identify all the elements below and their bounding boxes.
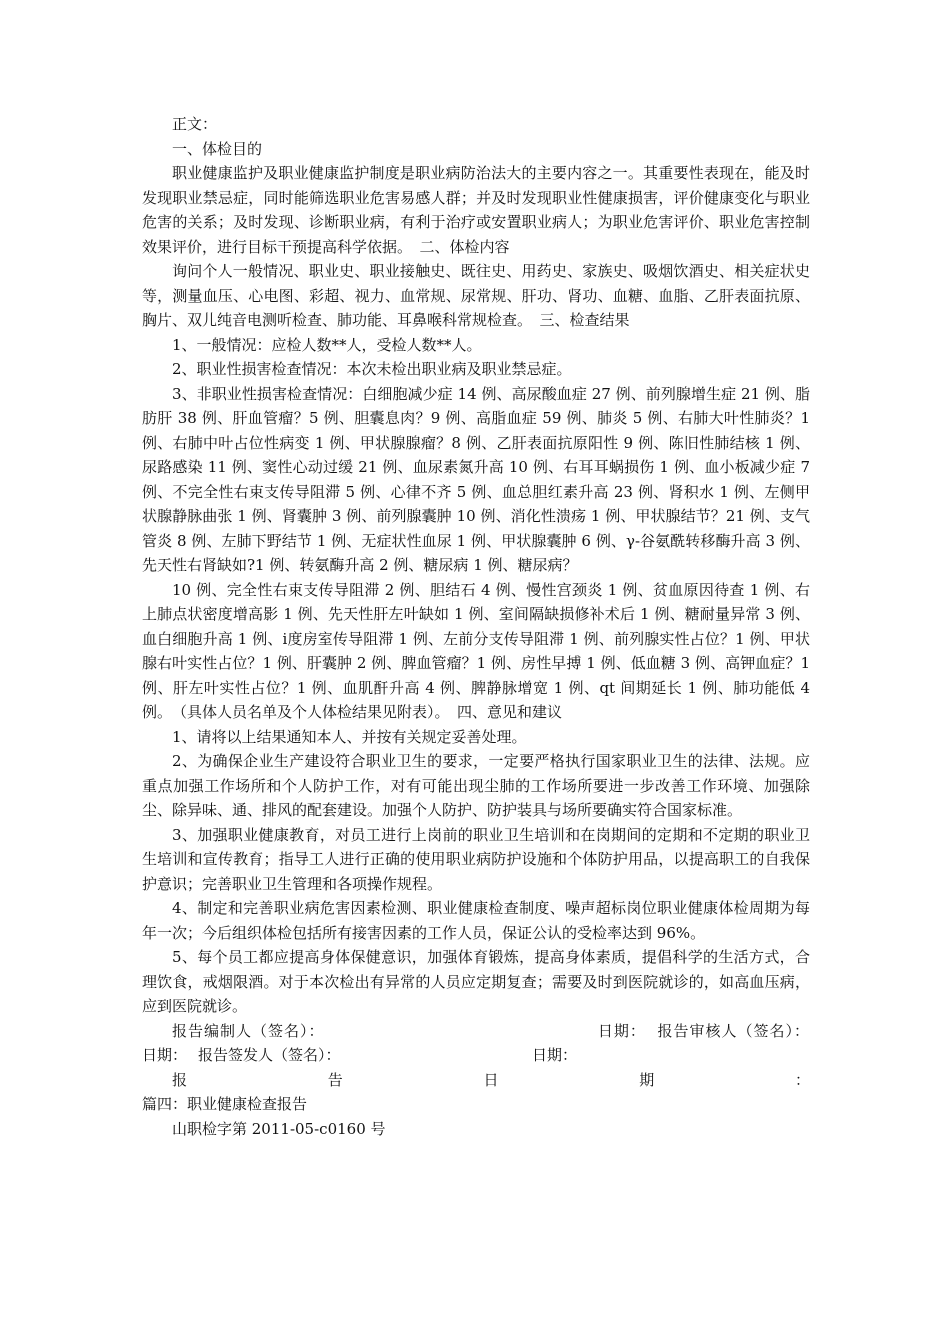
date-label: 日期： bbox=[532, 1046, 578, 1064]
section-1-title: 一、体检目的 bbox=[172, 139, 263, 158]
date-label: 日期： 报告审核人（签名）： bbox=[597, 1021, 810, 1040]
advice-1: 1、请将以上结果通知本人、并按有关规定妥善处理。 bbox=[172, 727, 527, 746]
signature-line-1 bbox=[142, 1019, 810, 1044]
next-section-title: 篇四：职业健康检查报告 bbox=[142, 1095, 308, 1113]
issuer-label: 报告签发人（签名）： bbox=[198, 1046, 341, 1064]
result-general: 1、一般情况：应检人数**人，受检人数**人。 bbox=[172, 335, 482, 354]
advice-3: 3、加强职业健康教育，对员工进行上岗前的职业卫生培训和在岗期间的定期和不定期的职业卫生培训和宣传教育；指导工人进行正确的使用职业病防护设施和个体防护用品，以提高职工的自我保护意识；完善职业卫生管理和各项操作规程。 bbox=[142, 825, 810, 893]
report-char: 告 bbox=[327, 1070, 343, 1089]
report-char: 日 bbox=[483, 1070, 499, 1089]
document-number: 山职检字第 2011-05-c0160 号 bbox=[172, 1119, 386, 1138]
date-label: 日期： bbox=[142, 1046, 188, 1064]
advice-4: 4、制定和完善职业病危害因素检测、职业健康检查制度、噪声超标岗位职业健康体检周期为每年一次；今后组织体检包括所有接害因素的工作人员，保证公认的受检率达到 96%。 bbox=[142, 899, 810, 942]
report-char: 报 bbox=[172, 1070, 188, 1089]
report-char: ： bbox=[794, 1070, 810, 1089]
result-non-occupational-cont: 10 例、完全性右束支传导阻滞 2 例、胆结石 4 例、慢性宫颈炎 1 例、贫血原因待查 1 例、右上肺点状密度增高影 1 例、先天性肝左叶缺如 1 例、室间隔缺损修补术后 1 例、糖耐量异常 3 例、血白细胞升高 1 例、ⅰ度房室传导阻滞 1 例、左前分支传导阻滞 1 例、前列腺实性占位？1 例、甲状腺右叶实性占位？1 例、肝囊肿 2 例、脾血管瘤？1 例、房性早搏 1 例、低血糖 3 例、高钾血症？1 例、肝左叶实性占位？1 例、血肌酐升高 4 例、脾静脉增宽 1 例、qt 间期延长 1 例、肺功能低 4 例。 （具体人员名单及个人体检结果见附表）。 四、意见和建议 bbox=[142, 580, 810, 721]
reviewer-label: 报告审核人（签名）： bbox=[657, 1021, 810, 1040]
report-date-line bbox=[142, 1068, 810, 1093]
report-char: 期 bbox=[639, 1070, 655, 1089]
advice-5: 5、每个员工都应提高身体保健意识，加强体育锻炼，提高身体素质，提倡科学的生活方式，合理饮食，戒烟限酒。对于本次检出有异常的人员应定期复查；需要及时到医院就诊的，如高血压病，应到医院就诊。 bbox=[142, 948, 810, 1015]
compiler-label: 报告编制人（签名）： bbox=[172, 1021, 325, 1040]
section-1-paragraph: 职业健康监护及职业健康监护制度是职业病防治法大的主要内容之一。其重要性表现在，能及时发现职业禁忌症，同时能筛选职业危害易感人群；并及时发现职业性健康损害，评价健康变化与职业危害的关系；及时发现、诊断职业病，有利于治疗或安置职业病人；为职业危害评价、职业危害控制效果评价，进行目标干预提高科学依据。 二、体检内容 bbox=[142, 164, 810, 256]
signature-line-2 bbox=[142, 1043, 810, 1068]
document-body bbox=[142, 112, 810, 1141]
result-non-occupational: 3、非职业性损害检查情况：白细胞减少症 14 例、高尿酸血症 27 例、前列腺增生症 21 例、脂肪肝 38 例、肝血管瘤？5 例、胆囊息肉？9 例、高脂血症 59 例、肺炎 5 例、右肺大叶性肺炎？1 例、右肺中叶占位性病变 1 例、甲状腺腺瘤？8 例、乙肝表面抗原阳性 9 例、陈旧性肺结核 1 例、尿路感染 11 例、窦性心动过缓 21 例、血尿素氮升高 10 例、右耳耳蜗损伤 1 例、血小板减少症 7 例、不完全性右束支传导阻滞 5 例、心律不齐 5 例、血总胆红素升高 23 例、肾积水 1 例、左侧甲状腺静脉曲张 1 例、肾囊肿 3 例、前列腺囊肿 10 例、消化性溃疡 1 例、甲状腺结节？21 例、支气管炎 8 例、左肺下野结节 1 例、无症状性血尿 1 例、甲状腺囊肿 6 例、γ-谷氨酰转移酶升高 3 例、先天性右肾缺如?1 例、转氨酶升高 2 例、糖尿病 1 例、糖尿病？ bbox=[142, 384, 810, 574]
section-2-paragraph: 询问个人一般情况、职业史、职业接触史、既往史、用药史、家族史、吸烟饮酒史、相关症状史等，测量血压、心电图、彩超、视力、血常规、尿常规、肝功、肾功、血糖、血脂、乙肝表面抗原、胸片、双儿纯音电测听检查、肺功能、耳鼻喉科常规检查。 三、检查结果 bbox=[142, 262, 810, 329]
result-occupational: 2、职业性损害检查情况：本次未检出职业病及职业禁忌症。 bbox=[172, 360, 572, 378]
section-heading: 正文： bbox=[172, 115, 218, 133]
advice-2: 2、为确保企业生产建设符合职业卫生的要求，一定要严格执行国家职业卫生的法律、法规。应重点加强工作场所和个人防护工作，对有可能出现尘肺的工作场所要进一步改善工作环境、加强除尘、除异味、通、排风的配套建设。加强个人防护、防护装具与场所要确实符合国家标准。 bbox=[142, 752, 810, 819]
